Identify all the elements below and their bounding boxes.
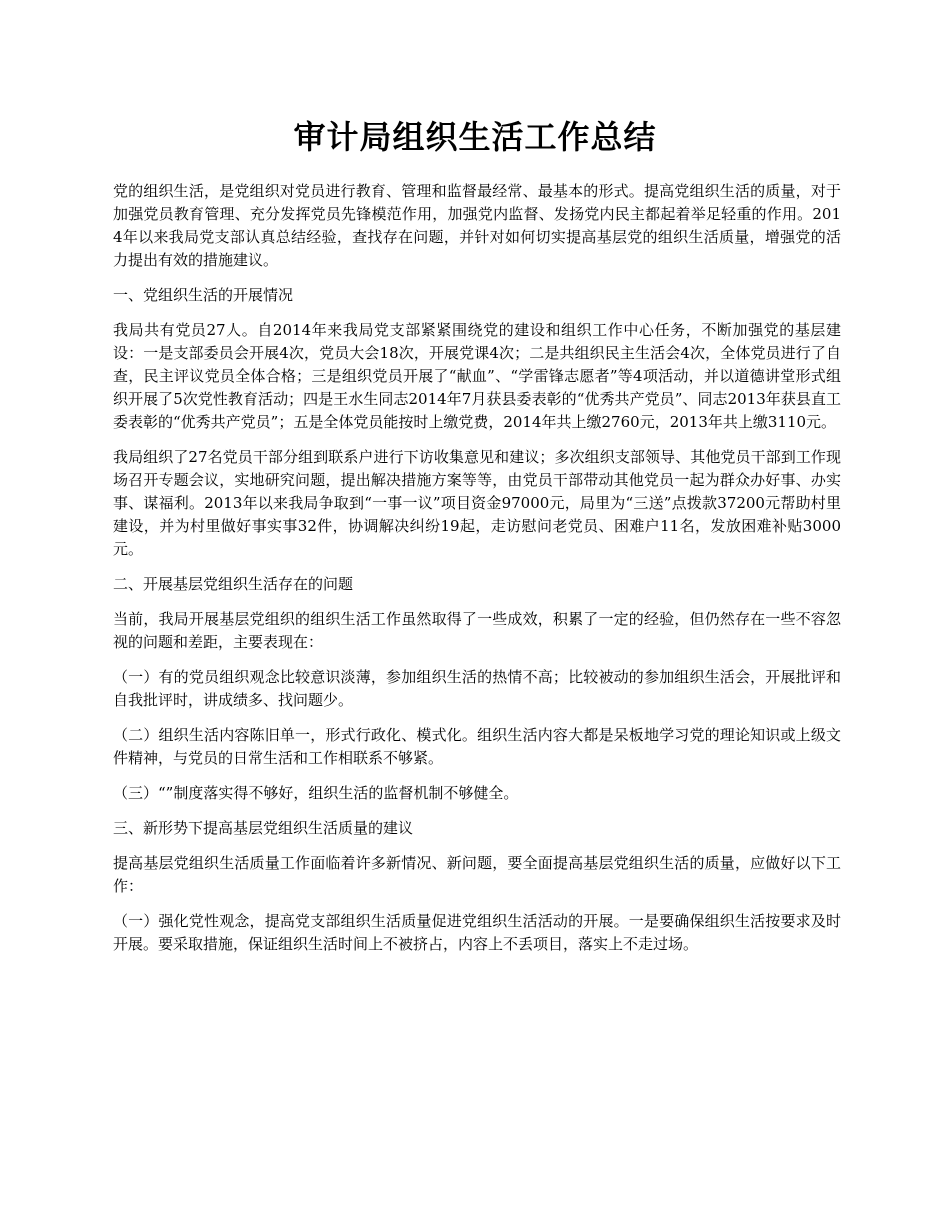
paragraph-problem-2: （二）组织生活内容陈旧单一，形式行政化、模式化。组织生活内容大都是呆板地学习党的理论知识或上级文件精神，与党员的日常生活和工作相联系不够紧。 (113, 726, 841, 767)
document-body (113, 180, 841, 968)
paragraph-suggestions-intro: 提高基层党组织生活质量工作面临着许多新情况、新问题，要全面提高基层党组织生活的质量，应做好以下工作： (113, 854, 841, 895)
paragraph-visits: 我局组织了27名党员干部分组到联系户进行下访收集意见和建议；多次组织支部领导、其他党员干部到工作现场召开专题会议，实地研究问题，提出解决措施方案等等，由党员干部带动其他党员一起为群众办好事、办实事、谋福利。2013年以来我局争取到“一事一议”项目资金97000元，局里为“三送”点拨款37200元帮助村里建设，并为村里做好事实事32件，协调解决纠纷19起，走访慰问老党员、困难户11名，发放困难补贴3000元。 (113, 448, 841, 558)
intro-paragraph: 党的组织生活，是党组织对党员进行教育、管理和监督最经常、最基本的形式。提高党组织生活的质量，对于加强党员教育管理、充分发挥党员先锋模范作用，加强党内监督、发扬党内民主都起着举足轻重的作用。2014年以来我局党支部认真总结经验，查找存在问题，并针对如何切实提高基层党的组织生活质量，增强党的活力提出有效的措施建议。 (113, 182, 841, 269)
paragraph-problems-intro: 当前，我局开展基层党组织的组织生活工作虽然取得了一些成效，积累了一定的经验，但仍然存在一些不容忽视的问题和差距，主要表现在： (113, 610, 841, 651)
section-heading-1: 一、党组织生活的开展情况 (113, 286, 294, 304)
section-heading-2: 二、开展基层党组织生活存在的问题 (113, 575, 354, 593)
section-heading-3: 三、新形势下提高基层党组织生活质量的建议 (113, 819, 414, 837)
document-title: 审计局组织生活工作总结 (293, 118, 657, 156)
paragraph-problem-1: （一）有的党员组织观念比较意识淡薄，参加组织生活的热情不高；比较被动的参加组织生活会，开展批评和自我批评时，讲成绩多、找问题少。 (113, 668, 841, 709)
paragraph-problem-3: （三）“”制度落实得不够好，组织生活的监督机制不够健全。 (113, 784, 519, 802)
paragraph-party-members: 我局共有党员27人。自2014年来我局党支部紧紧围绕党的建设和组织工作中心任务，不断加强党的基层建设：一是支部委员会开展4次，党员大会18次，开展党课4次；二是共组织民主生活会4次，全体党员进行了自查，民主评议党员全体合格；三是组织党员开展了“献血”、“学雷锋志愿者”等4项活动，并以道德讲堂形式组织开展了5次党性教育活动；四是王水生同志2014年7月获县委表彰的“优秀共产党员”、同志2013年获县直工委表彰的“优秀共产党员”；五是全体党员能按时上缴党费，2014年共上缴2760元，2013年共上缴3110元。 (113, 321, 841, 431)
paragraph-suggestion-1: （一）强化党性观念，提高党支部组织生活质量促进党组织生活活动的开展。一是要确保组织生活按要求及时开展。要采取措施，保证组织生活时间上不被挤占，内容上不丢项目，落实上不走过场。 (113, 912, 841, 953)
